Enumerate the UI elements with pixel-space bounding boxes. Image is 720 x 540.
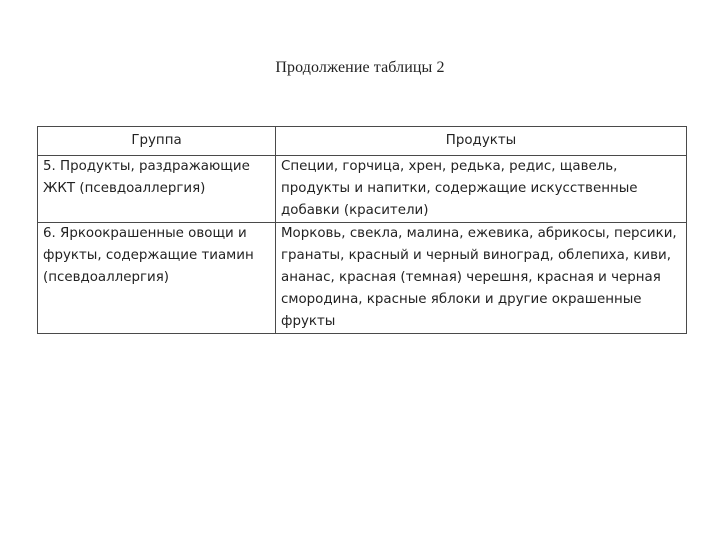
group-text: 6. Яркоокрашенные овощи и фрукты, содержащие тиамин (псевдоаллергия)	[43, 226, 254, 285]
table-header-row	[38, 127, 687, 156]
group-cell	[38, 156, 276, 223]
header-group: Группа	[38, 127, 276, 156]
table-caption: Продолжение таблицы 2	[275, 59, 445, 76]
group-text: 5. Продукты, раздражающие ЖКТ (псевдоаллергия)	[43, 159, 250, 196]
products-cell	[276, 223, 687, 334]
allergen-table	[37, 126, 687, 334]
products-text: Морковь, свекла, малина, ежевика, абрикосы, персики, гранаты, красный и черный виноград, облепиха, киви, ананас, красная (темная) черешня, красная и черная смородина, красные яблоки и другие окрашенные фрукты	[281, 226, 677, 329]
header-products: Продукты	[276, 127, 687, 156]
products-cell	[276, 156, 687, 223]
table-row	[38, 223, 687, 334]
products-text: Специи, горчица, хрен, редька, редис, щавель, продукты и напитки, содержащие искусственные добавки (красители)	[281, 159, 638, 218]
group-cell	[38, 223, 276, 334]
table-row	[38, 156, 687, 223]
